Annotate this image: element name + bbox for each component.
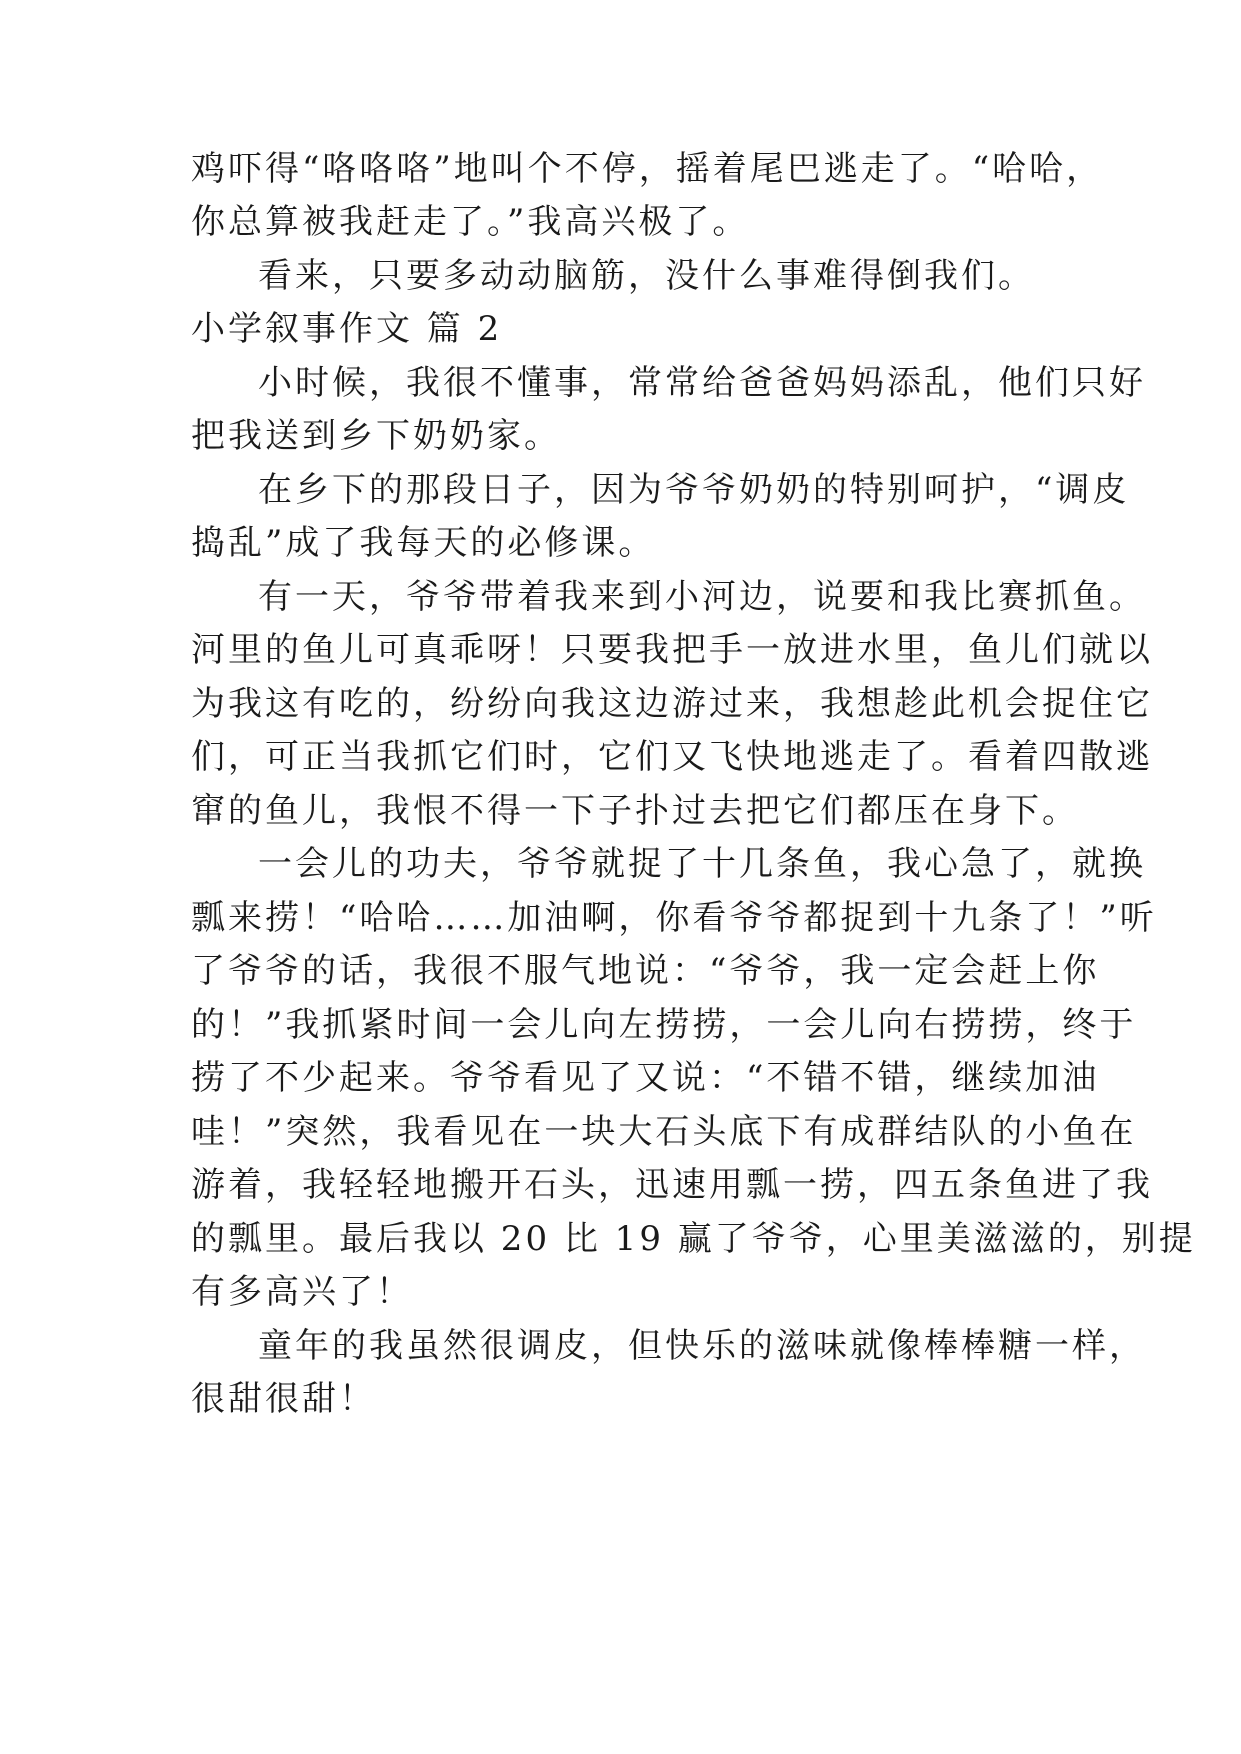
text-line: 很甜很甜！ (191, 1379, 376, 1419)
text-line: 童年的我虽然很调皮，但快乐的滋味就像棒棒糖一样， (258, 1326, 1146, 1366)
text-line: 把我送到乡下奶奶家。 (191, 416, 561, 456)
text-line: 哇！”突然，我看见在一块大石头底下有成群结队的小鱼在 (191, 1112, 1137, 1152)
text-line: 们，可正当我抓它们时，它们又飞快地逃走了。看着四散逃 (191, 737, 1153, 777)
text-line: 有多高兴了！ (191, 1272, 413, 1312)
text-line: 你总算被我赶走了。”我高兴极了。 (191, 202, 750, 242)
text-line: 在乡下的那段日子，因为爷爷奶奶的特别呵护，“调皮 (258, 470, 1130, 510)
text-line: 有一天，爷爷带着我来到小河边，说要和我比赛抓鱼。 (258, 577, 1146, 617)
section-heading: 小学叙事作文 篇 2 (191, 309, 503, 349)
text-line: 捞了不少起来。爷爷看见了又说：“不错不错，继续加油 (191, 1058, 1100, 1098)
text-line: 窜的鱼儿，我恨不得一下子扑过去把它们都压在身下。 (191, 791, 1079, 831)
text-line: 游着，我轻轻地搬开石头，迅速用瓢一捞，四五条鱼进了我 (191, 1165, 1153, 1205)
text-line: 捣乱”成了我每天的必修课。 (191, 523, 656, 563)
text-line: 的！”我抓紧时间一会儿向左捞捞，一会儿向右捞捞，终于 (191, 1005, 1137, 1045)
text-line: 的瓢里。最后我以 20 比 19 赢了爷爷，心里美滋滋的，别提 (191, 1219, 1196, 1259)
text-line: 看来，只要多动动脑筋，没什么事难得倒我们。 (258, 256, 1035, 296)
text-line: 鸡吓得“咯咯咯”地叫个不停，摇着尾巴逃走了。“哈哈， (191, 149, 1104, 189)
text-line: 一会儿的功夫，爷爷就捉了十几条鱼，我心急了，就换 (258, 844, 1146, 884)
text-line: 河里的鱼儿可真乖呀！只要我把手一放进水里，鱼儿们就以 (191, 630, 1153, 670)
text-line: 小时候，我很不懂事，常常给爸爸妈妈添乱，他们只好 (258, 363, 1146, 403)
text-line: 了爷爷的话，我很不服气地说：“爷爷，我一定会赶上你 (191, 951, 1100, 991)
text-line: 瓢来捞！“哈哈……加油啊，你看爷爷都捉到十九条了！”听 (191, 898, 1157, 938)
text-line: 为我这有吃的，纷纷向我这边游过来，我想趁此机会捉住它 (191, 684, 1153, 724)
